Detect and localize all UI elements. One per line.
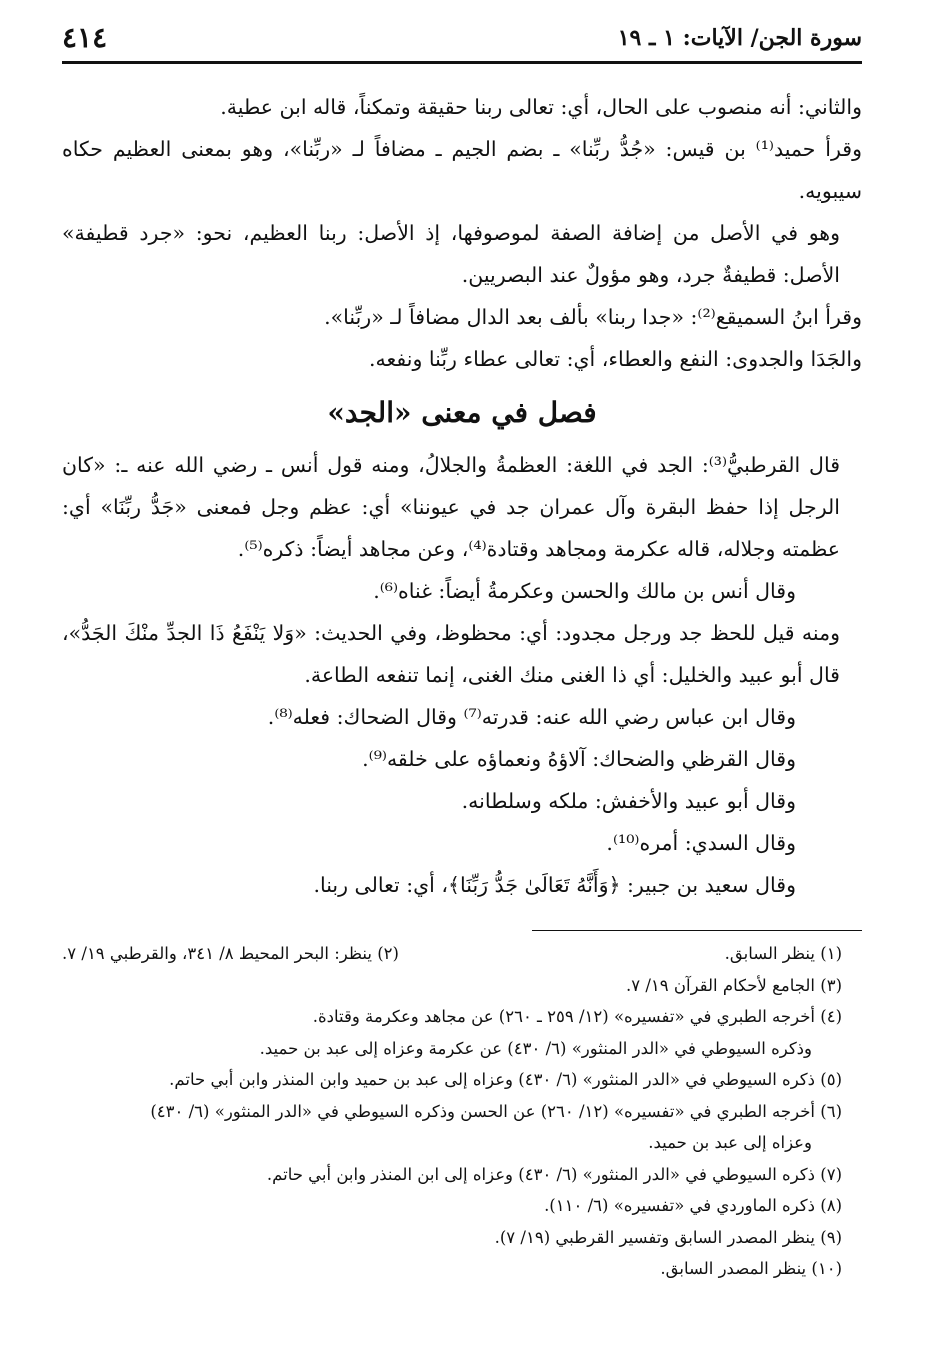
paragraph: والجَدَا والجدوى: النفع والعطاء، أي: تعالى عطاء ربِّنا ونفعه. [369,347,862,371]
footnote-3: (٣) الجامع لأحكام القرآن ١٩/ ٧. [625,975,842,995]
header-rule [62,61,862,64]
running-title: سورة الجن/ الآيات: ١ ـ ١٩ [617,25,862,51]
section-heading: فصل في معنى «الجد» [327,396,597,429]
footnote-6-continued: وعزاه إلى عبد بن حميد. [648,1133,812,1152]
paragraph: ومنه قيل للحظ جد ورجل مجدود: أي: محظوظ، وفي الحديث: «وَلا يَنْفَعُ ذَا الجدِّ منْكَ الجَدُّ»، قال أبو عبيد والخليل: أي ذا الغنى منك الغنى، إنما تنفعه الطاعة. [62,621,840,687]
paragraph: وقرأ حميد⁽¹⁾ بن قيس: «جُدُّ ربِّنا» ـ بضم الجيم ـ مضافاً لـ «ربِّنا»، وهو بمعنى العظيم حكاه سيبويه. [62,137,862,203]
footnote-separator [532,930,862,931]
paragraph: وقال السدي: أمره⁽¹⁰⁾. [606,831,796,855]
paragraph: والثاني: أنه منصوب على الحال، أي: تعالى ربنا حقيقة وتمكناً، قاله ابن عطية. [220,95,862,119]
paragraph: وقال سعيد بن جبير: ﴿وَأَنَّهُ تَعَالَىٰ جَدُّ رَبِّنَا﴾، أي: تعالى ربنا. [313,873,796,897]
paragraph: قال القرطبيُّ⁽³⁾: الجد في اللغة: العظمةُ والجلالُ، ومنه قول أنس ـ رضي الله عنه ـ: «كان الرجل إذا حفظ البقرة وآل عمران جد في عيوننا» أي: عظم وجل فمعنى «جَدُّ ربِّنَا» أي: عظمته وجلاله، قاله عكرمة ومجاهد وقتادة⁽⁴⁾، وعن مجاهد أيضاً: ذكره⁽⁵⁾. [62,453,840,561]
page-number: ٤١٤ [62,21,108,54]
footnote-2: (٢) ينظر: البحر المحيط ٨/ ٣٤١، والقرطبي ١٩/ ٧. [62,944,399,963]
footnotes [62,938,862,1285]
footnote-5: (٥) ذكره السيوطي في «الدر المنثور» (٦/ ٤٣٠) وعزاه إلى عبد بن حميد وابن المنذر وابن أبي حاتم. [169,1070,842,1089]
paragraph: وقال القرظي والضحاك: آلاؤهُ ونعماؤه على خلقه⁽⁹⁾. [362,747,796,771]
footnote-10: (١٠) ينظر المصدر السابق. [660,1259,842,1278]
footnote-4-continued: وذكره السيوطي في «الدر المنثور» (٦/ ٤٣٠) عن عكرمة وعزاه إلى عبد بن حميد. [259,1038,812,1058]
footnote-8: (٨) ذكره الماوردي في «تفسيره» (٦/ ١١٠). [544,1196,842,1215]
footnote-6: (٦) أخرجه الطبري في «تفسيره» (١٢/ ٢٦٠) عن الحسن وذكره السيوطي في «الدر المنثور» (٦/ ٤٣٠) [150,1101,842,1121]
main-text [62,86,862,906]
page-header [62,18,862,58]
footnote-row [62,938,862,970]
paragraph: وقال ابن عباس رضي الله عنه: قدرته⁽⁷⁾ وقال الضحاك: فعله⁽⁸⁾. [267,705,796,729]
footnote-9: (٩) ينظر المصدر السابق وتفسير القرطبي (١٩/ ٧). [494,1227,842,1247]
paragraph: وقال أبو عبيد والأخفش: ملكه وسلطانه. [461,789,796,813]
footnote-4: (٤) أخرجه الطبري في «تفسيره» (١٢/ ٢٥٩ ـ ٢٦٠) عن مجاهد وعكرمة وقتادة. [312,1007,842,1026]
paragraph: وهو في الأصل من إضافة الصفة لموصوفها، إذ الأصل: ربنا العظيم، نحو: «جرد قطيفة» الأصل: قطيفةٌ جرد، وهو مؤولٌ عند البصريين. [62,221,840,287]
footnote-1: (١) ينظر السابق. [724,944,842,963]
paragraph: وقرأ ابنُ السميقع⁽²⁾: «جدا ربنا» بألف بعد الدال مضافاً لـ «ربِّنا». [324,305,862,329]
paragraph: وقال أنس بن مالك والحسن وعكرمةُ أيضاً: غناه⁽⁶⁾. [373,579,796,603]
footnote-7: (٧) ذكره السيوطي في «الدر المنثور» (٦/ ٤٣٠) وعزاه إلى ابن المنذر وابن أبي حاتم. [266,1164,842,1184]
